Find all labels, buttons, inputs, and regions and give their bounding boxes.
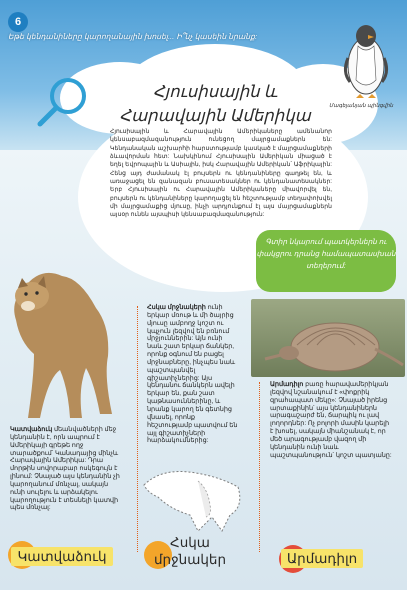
column-armadillo-name: Արմադիլո [270,381,304,388]
title-line-1: Հյուսիսային և [152,82,278,101]
column-puma-name: Կատվաձուկ [10,426,53,433]
tag-anteater-label: Հսկա մրջնակեր [153,535,227,567]
tag-puma [6,549,118,565]
magnifier-icon [36,74,90,128]
puma-image [0,248,132,426]
column-anteater [147,304,239,445]
tag-armadillo [264,551,380,567]
dotted-line-right [259,382,260,552]
question-bubble: Գտիր նկարում պատկերներն ու փակցրու դրանց համապատասխան տեղերում: [256,230,396,292]
column-anteater-name: Հսկա մրջնակերի [147,304,206,311]
page-title [110,80,320,128]
title-line-2: Հարավային Ամերիկա [119,106,311,125]
penguin-label: Մագելանյան պինգվին [328,103,394,109]
tag-armadillo-label: Արմադիլո [281,549,363,568]
page-number: 6 [8,12,28,32]
column-anteater-text: ունի երկար մռութ և մի ծայրից մյուսը ամբողջ կոշտ ու կպչուն լեզվով են բռնում մրջյուններին: Այն ունի նաև շատ երկար ճանկեր, որոնք օգնում են բացել մրջնաբները, ինչպես նաև պաշտպանվել գիշատիչներից: Այս կենդանու ճանկերն ավելի երկար են, քան շատ կաթնասուններինը, և նրանք կարող են գետնից վնասել, որոնք հեշտությամբ պատվում են այլ գիշատիչների հարձակումներից: [147,304,238,445]
penguin-icon [340,20,392,100]
armadillo-photo [251,299,405,377]
column-puma-text: մեանվածների մեջ կենդանին է, որն ապրում է Ամերիկայի գրեթե ողջ տարածքում՝ Կանադայից մինչև Հարավային Ամերիկա: Դրա մորթին սովորաբար ոսկեգույն է լինում: Չնայած այս կենդանին չի կարողանում մռնչալ, սակայն ունի սուլելու և արձակելու կարողություն է տեսնելի կատվի պես մռնչալ: [10,426,120,512]
column-puma [10,426,124,512]
column-armadillo-text: բառը հարավամերիկյան լեզվով նշանակում է «փոքրիկ զրահապատ մեկը»: Չնայած իրենց արտաքինին՝ այս կենդանիներն արագաշարժ են, ճարպիկ ու լավ լողորդներ: Ոչ բոլորի մասին կարելի է խոսել, սակայն միանշանակ է, որ մեծ արագությամբ վազող մի կենդանին ունի նաև պաշտպանություն՝ կոշտ պատյանը: [270,381,392,459]
page-banner: Եթե կենդանիները կարողանային խոսել... Ի՞նչ կասեին նրանք: [8,32,258,41]
tag-puma-label: Կատվաձուկ [11,547,112,566]
column-armadillo [270,381,392,459]
tag-anteater [145,534,235,568]
anteater-silhouette-icon [138,455,248,533]
intro-text: Հյուսիսային և Հարավային Ամերիկաները ամենանոր կենսաբազմազանություն ունեցող մայրցամաքներն են: Կենդանական աշխարհի հարստությամբ կասկած է մայրցամաքների ձևավորման հետ: Նախկինում Հյուսիսային Ամերիկան միացած է եղել Եվրոպային և Ասիային, իսկ Հարավային Ամերիկան՝ Աֆրիկային: Հենց այդ ժամանակ էլ բույսերն ու կենդանիները գաղթել են, և առաջացել են զանազան բուսատեսակներ ու կենդանատեսակներ: Երբ Հյուսիսային ու Հարավային Ամերիկաները միավորվել են, բույսերն ու կենդանիները կարողացել են հեշտությամբ տեղափոխվել մի մայրցամաքից մյուսը, ինչի արդյունքում էլ այս մայրցամաքներն այսօր ունեն այսպիսի կենսաբազմազանություն: [110,128,332,219]
